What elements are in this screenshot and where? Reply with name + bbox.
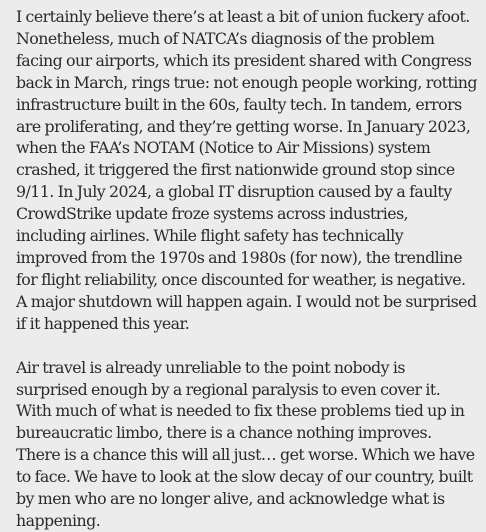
- paragraph-union-natca: I certainly believe there’s at least a bit of union fuckery afoot. Nonetheless, much of NATCA’s diagnosis of the problem facing our airports, which its president shared with Congress back in March, rings true: not enough people working, rotting infrastructure built in the 60s, faulty tech. In tandem, errors are proliferating, and they’re getting worse. In January 2023, when the FAA’s NOTAM (Notice to Air Missions) system crashed, it triggered the first nationwide ground stop since 9/11. In July 2024, a global IT disruption caused by a faulty CrowdStrike update froze systems across industries, including airlines. While flight safety has technically improved from the 1970s and 1980s (for now), the trendline for flight reliability, once discounted for weather, is negative. A major shutdown will happen again. I would not be surprised if it happened this year.: [16, 7, 477, 333]
- paragraph-air-travel-decay: Air travel is already unreliable to the point nobody is surprised enough by a regional paralysis to even cover it. With much of what is needed to fix these problems tied up in bureaucratic limbo, there is a chance nothing improves. There is a chance this will all just… get worse. Which we have to face. We have to look at the slow decay of our country, built by men who are no longer alive, and acknowledge what is happening.: [16, 357, 475, 530]
- article-body: [16, 6, 478, 532]
